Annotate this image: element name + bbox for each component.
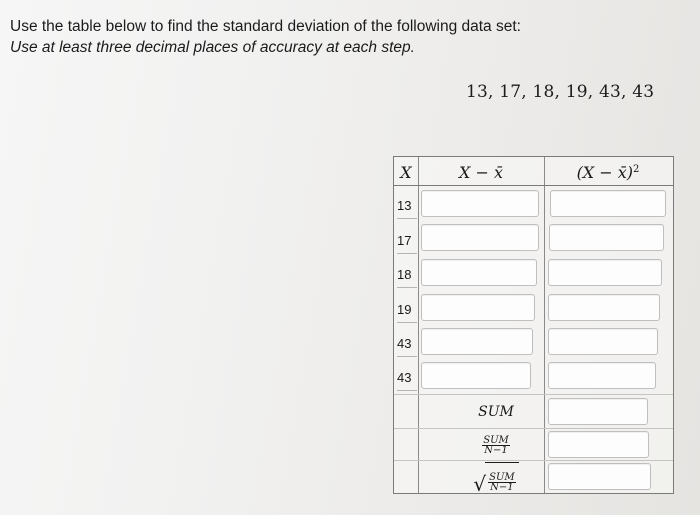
deviation-input-5[interactable] — [421, 328, 533, 355]
variance-input[interactable] — [548, 431, 649, 458]
std-dev-input[interactable] — [548, 463, 651, 490]
variance-denominator: N−1 — [484, 444, 508, 456]
row-rule — [394, 428, 673, 429]
x-value-3: 18 — [397, 261, 417, 288]
column-divider — [418, 157, 419, 493]
header-x: X — [400, 162, 412, 182]
header-rule — [394, 185, 673, 186]
header-squared — [544, 159, 672, 185]
square-root-expression — [473, 462, 518, 494]
squared-input-2[interactable] — [549, 224, 664, 251]
std-dev-table — [393, 156, 674, 494]
squared-input-6[interactable] — [548, 362, 656, 389]
sum-input[interactable] — [548, 398, 648, 425]
instruction-line-2: Use at least three decimal places of accuracy at each step. — [10, 39, 415, 56]
data-set: 13, 17, 18, 19, 43, 43 — [466, 82, 655, 102]
deviation-input-4[interactable] — [421, 294, 535, 321]
squared-input-3[interactable] — [548, 259, 662, 286]
header-squared-base: (X − x̄) — [576, 162, 634, 182]
squared-input-5[interactable] — [548, 328, 658, 355]
x-value-4: 19 — [397, 296, 417, 323]
std-dev-denominator: N−1 — [490, 482, 514, 493]
x-value-2: 17 — [397, 227, 417, 254]
std-dev-numerator: SUM — [489, 472, 515, 483]
header-deviation: X − x̄ — [459, 162, 503, 182]
square-root-body — [485, 462, 519, 492]
deviation-input-2[interactable] — [421, 224, 539, 251]
sum-label: SUM — [478, 404, 514, 420]
square-root-icon: √ — [473, 472, 487, 496]
squared-input-1[interactable] — [550, 190, 666, 217]
variance-fraction — [482, 436, 510, 455]
instruction-line-1: Use the table below to find the standard deviation of the following data set: — [10, 18, 521, 35]
row-rule — [394, 460, 673, 461]
squared-input-4[interactable] — [548, 294, 660, 321]
std-dev-fraction — [488, 473, 516, 492]
x-value-5: 43 — [397, 330, 417, 357]
deviation-input-6[interactable] — [421, 362, 531, 389]
row-rule — [394, 394, 673, 395]
x-value-1: 13 — [397, 192, 417, 219]
instructions — [10, 16, 521, 58]
variance-numerator: SUM — [483, 434, 509, 446]
deviation-input-3[interactable] — [421, 259, 537, 286]
x-value-6: 43 — [397, 364, 417, 391]
header-squared-exponent: 2 — [633, 163, 640, 175]
deviation-input-1[interactable] — [421, 190, 539, 217]
